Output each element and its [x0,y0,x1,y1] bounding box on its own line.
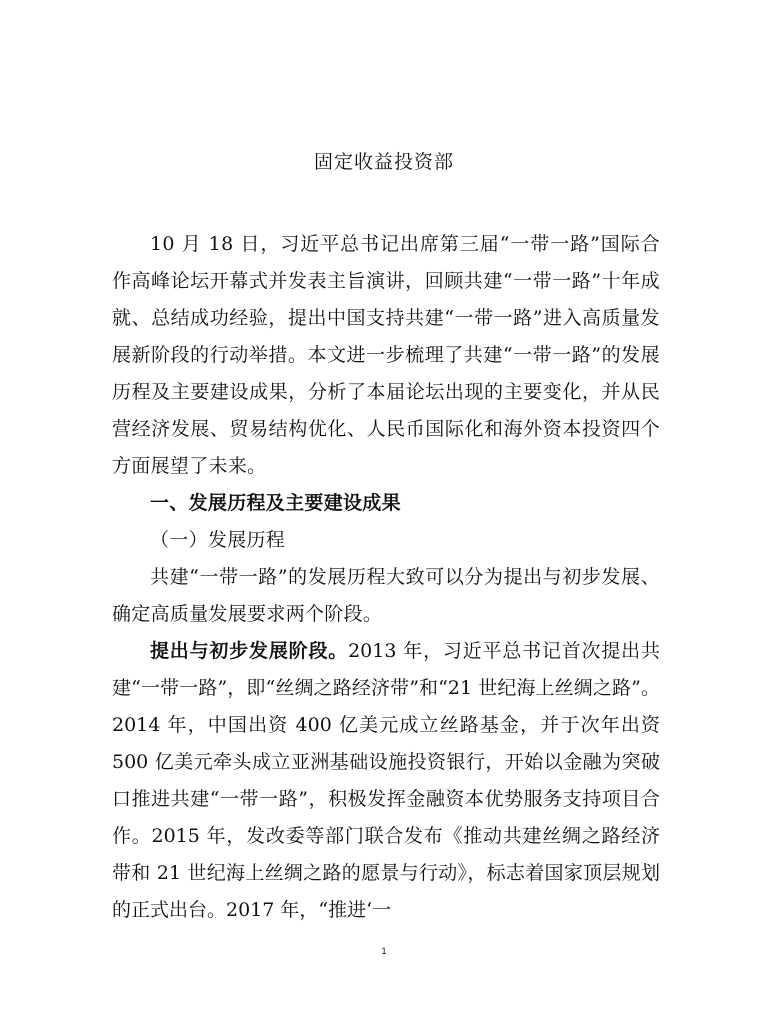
document-body [112,226,660,929]
intro-paragraph: 10 月 18 日，习近平总书记出席第三届“一带一路”国际合作高峰论坛开幕式并发表主旨演讲，回顾共建“一带一路”十年成就、总结成功经验，提出中国支持共建“一带一路”进入高质量发展新阶段的行动举措。本文进一步梳理了共建“一带一路”的发展历程及主要建设成果，分析了本届论坛出现的主要变化，并从民营经济发展、贸易结构优化、人民币国际化和海外资本投资四个方面展望了未来。 [112,233,660,477]
page-header-title: 固定收益投资部 [313,151,454,173]
stage-1-text: 2013 年，习近平总书记首次提出共建“一带一路”，即“丝绸之路经济带”和“21 世纪海上丝绸之路”。2014 年，中国出资 400 亿美元成立丝路基金，并于次年出资 500 亿美元牵头成立亚洲基础设施投资银行，开始以金融为突破口推进共建“一带一路”，积极发挥金融资本优势服务支持项目合作。2015 年，发改委等部门联合发布《推动共建丝绸之路经济带和 21 世纪海上丝绸之路的愿景与行动》，标志着国家顶层规划的正式出台。2017 年，“推进‘一 [112,640,660,921]
page-number: 1 [381,946,387,956]
subsection-paragraph: 共建“一带一路”的发展历程大致可以分为提出与初步发展、确定高质量发展要求两个阶段。 [112,566,660,625]
subsection-heading-1: （一）发展历程 [150,529,286,551]
section-heading-1: 一、发展历程及主要建设成果 [150,492,401,514]
stage-1-lead: 提出与初步发展阶段。 [150,640,349,662]
stage-1-paragraph [112,633,660,929]
